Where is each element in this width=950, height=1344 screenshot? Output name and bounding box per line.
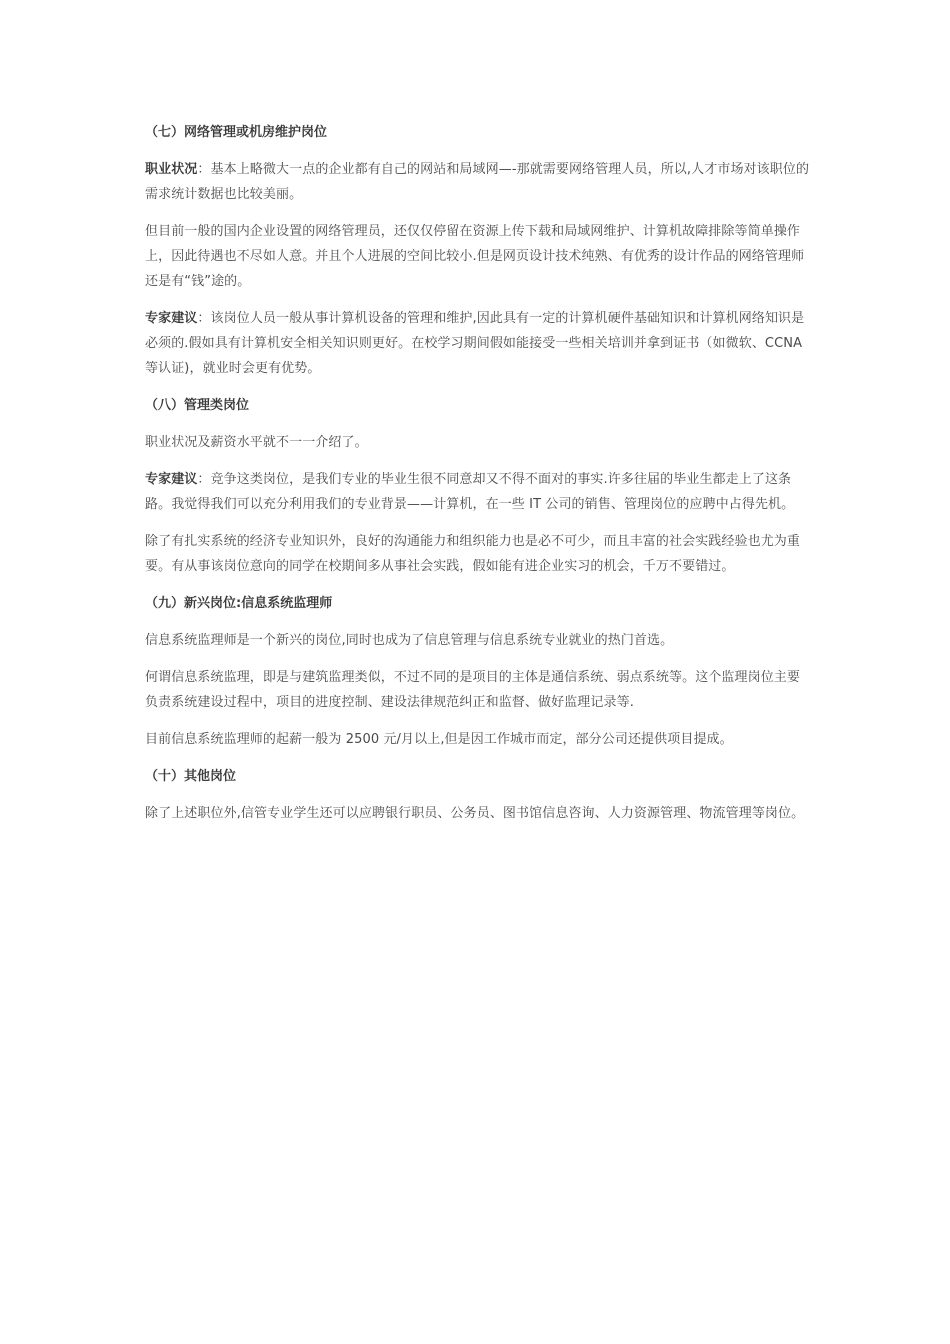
- paragraph: [145, 801, 810, 826]
- label-separator: ：: [197, 311, 211, 326]
- paragraph-text: 目前信息系统监理师的起薪一般为 2500 元/月以上,但是因工作城市而定，部分公司还提供项目提成。: [145, 732, 733, 747]
- paragraph: [145, 628, 810, 653]
- paragraph: [145, 665, 810, 715]
- paragraph: [145, 467, 810, 517]
- label-separator: ：: [197, 472, 211, 487]
- section-heading: （七）网络管理或机房维护岗位: [145, 125, 328, 140]
- paragraph-label: 专家建议: [145, 472, 198, 487]
- paragraph-label: 职业状况: [145, 162, 198, 177]
- paragraph-text: 信息系统监理师是一个新兴的岗位,同时也成为了信息管理与信息系统专业就业的热门首选。: [145, 633, 674, 648]
- paragraph-text: 竞争这类岗位，是我们专业的毕业生很不同意却又不得不面对的事实.许多往届的毕业生都走上了这条路。我觉得我们可以充分利用我们的专业背景——计算机，在一些 IT 公司的销售、管理岗位的应聘中占得先机。: [145, 472, 795, 512]
- paragraph: [145, 219, 810, 294]
- paragraph: [145, 727, 810, 752]
- section-heading: （十）其他岗位: [145, 769, 237, 784]
- paragraph-text: 该岗位人员一般从事计算机设备的管理和维护,因此具有一定的计算机硬件基础知识和计算机网络知识是必须的.假如具有计算机安全相关知识则更好。在校学习期间假如能接受一些相关培训并拿到证书（如微软、CCNA 等认证)，就业时会更有优势。: [145, 311, 805, 376]
- paragraph-label: 专家建议: [145, 311, 198, 326]
- label-separator: ：: [197, 162, 211, 177]
- paragraph-text: 职业状况及薪资水平就不一一介绍了。: [145, 435, 368, 450]
- paragraph: [145, 529, 810, 579]
- paragraph-text: 何谓信息系统监理，即是与建筑监理类似，不过不同的是项目的主体是通信系统、弱点系统等。这个监理岗位主要负责系统建设过程中，项目的进度控制、建设法律规范纠正和监督、做好监理记录等.: [145, 670, 801, 710]
- section-heading: （八）管理类岗位: [145, 398, 250, 413]
- paragraph: [145, 157, 810, 207]
- section-heading: （九）新兴岗位:信息系统监理师: [145, 596, 333, 611]
- paragraph: [145, 306, 810, 381]
- document-body: [145, 120, 810, 838]
- paragraph-text: 除了上述职位外,信管专业学生还可以应聘银行职员、公务员、图书馆信息咨询、人力资源管理、物流管理等岗位。: [145, 806, 805, 821]
- paragraph-text: 但目前一般的国内企业设置的网络管理员，还仅仅停留在资源上传下载和局域网维护、计算机故障排除等简单操作上，因此待遇也不尽如人意。并且个人进展的空间比较小.但是网页设计技术纯熟、有优秀的设计作品的网络管理师还是有“钱”途的。: [145, 224, 805, 289]
- paragraph-text: 除了有扎实系统的经济专业知识外，良好的沟通能力和组织能力也是必不可少，而且丰富的社会实践经验也尤为重要。有从事该岗位意向的同学在校期间多从事社会实践，假如能有进企业实习的机会，千万不要错过。: [145, 534, 801, 574]
- paragraph-text: 基本上略微大一点的企业都有自己的网站和局域网—-那就需要网络管理人员，所以,人才市场对该职位的需求统计数据也比较美丽。: [145, 162, 810, 202]
- paragraph: [145, 430, 810, 455]
